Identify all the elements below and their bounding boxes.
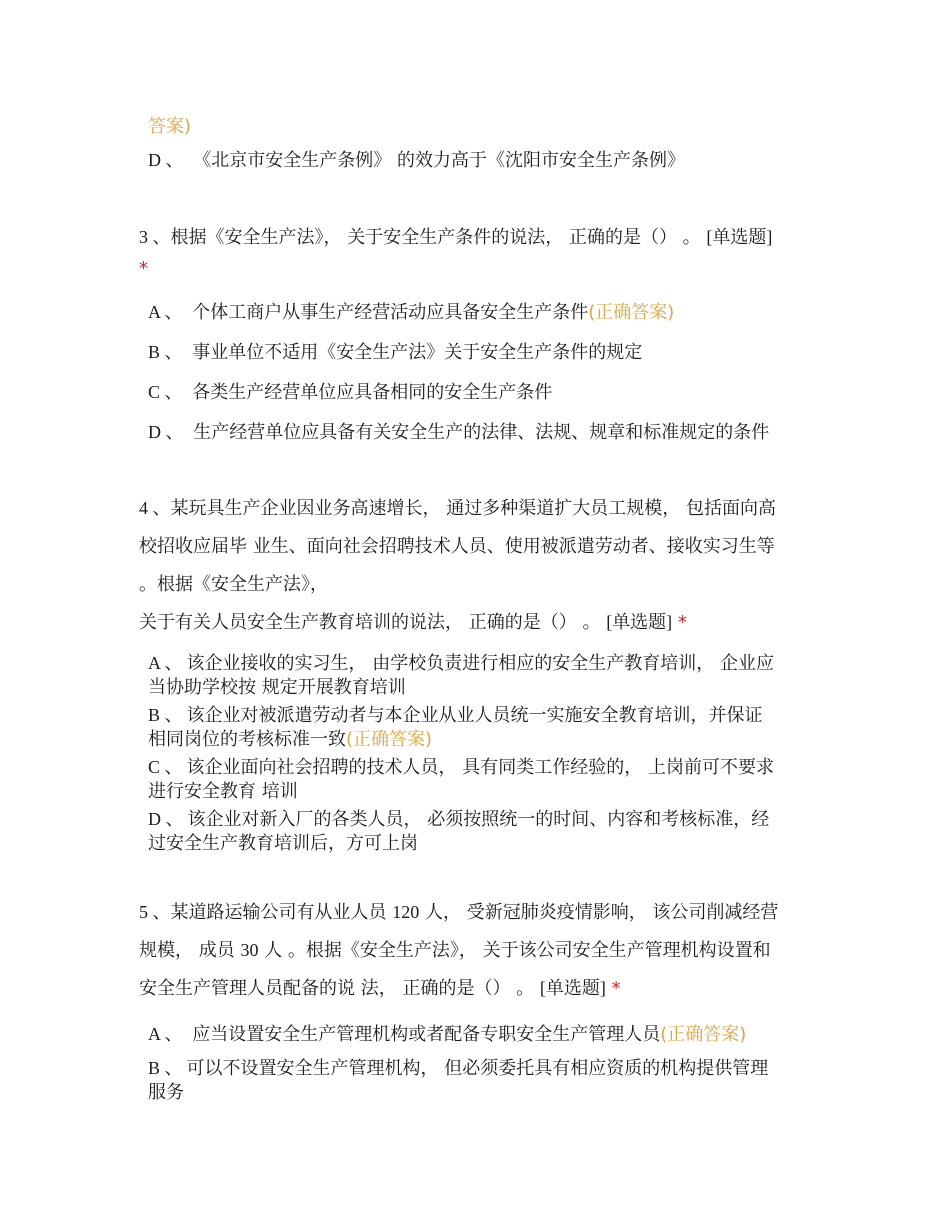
- option-text: 可以不设置安全生产管理机构， 但必须委托具有相应资质的机构提供管理: [186, 1058, 769, 1079]
- option-letter: A 、: [148, 302, 183, 322]
- option-letter: D 、: [148, 422, 184, 442]
- option-text: 该企业接收的实习生， 由学校负责进行相应的安全生产教育培训， 企业应: [186, 653, 774, 674]
- question-type-tag: [单选题]: [706, 227, 773, 247]
- q3-option-d[interactable]: [148, 420, 808, 445]
- q4-option-a[interactable]: [148, 651, 808, 700]
- required-marker: *: [611, 978, 621, 999]
- q3-option-c[interactable]: [148, 380, 808, 405]
- option-text: 生产经营单位应具备有关安全生产的法律、法规、规章和标准规定的条件: [193, 422, 770, 443]
- option-letter: C 、: [148, 382, 183, 402]
- correct-answer-tag: (正确答案): [588, 302, 675, 323]
- question-text: 规模， 成员: [139, 940, 235, 961]
- option-letter: B 、: [148, 705, 183, 725]
- required-marker: *: [677, 612, 687, 633]
- question-text: 某道路运输公司有从业人员: [170, 902, 387, 923]
- q4-option-d[interactable]: [148, 807, 808, 856]
- prev-option-d: [148, 148, 808, 173]
- option-letter: A 、: [148, 653, 183, 673]
- prev-answer-tail: 答案): [148, 116, 192, 137]
- question-number: 5 、: [139, 902, 171, 922]
- question-type-tag: [单选题]: [606, 612, 673, 632]
- correct-answer-tag: (正确答案): [660, 1024, 747, 1045]
- option-line-1: [148, 807, 808, 832]
- correct-answer-tag: (正确答案): [346, 729, 433, 750]
- q4-option-b[interactable]: [148, 703, 808, 752]
- option-text: 事业单位不适用《安全生产法》关于安全生产条件的规定: [192, 342, 643, 363]
- question-4-stem-line-3: 。根据《安全生产法》，: [139, 574, 328, 595]
- question-text: 根据《安全生产法》， 关于安全生产条件的说法， 正确的是（） 。: [170, 227, 701, 248]
- question-text: 关于有关人员安全生产教育培训的说法， 正确的是（） 。: [139, 612, 601, 633]
- option-text: 个体工商户从事生产经营活动应具备安全生产条件: [192, 302, 589, 323]
- option-text: 该企业对新入厂的各类人员， 必须按照统一的时间、内容和考核标准，经: [187, 809, 770, 830]
- member-count: 30: [240, 940, 259, 960]
- question-4-stem-line-1: [139, 496, 819, 521]
- employee-count: 120: [392, 902, 420, 922]
- option-letter: D 、: [148, 809, 184, 829]
- question-text: 人， 受新冠肺炎疫情影响， 该公司削减经营: [424, 902, 779, 923]
- question-3-stem: [139, 225, 819, 250]
- q5-option-a[interactable]: [148, 1022, 808, 1047]
- question-5-stem-line-2: [139, 938, 819, 963]
- question-4-stem-line-4: [139, 610, 819, 635]
- q5-option-b[interactable]: [148, 1056, 808, 1105]
- q4-option-c[interactable]: [148, 755, 808, 804]
- option-line-1: [148, 651, 808, 676]
- option-line-2: 当协助学校按 规定开展教育培训: [148, 677, 406, 698]
- option-line-2: 过安全生产教育培训后，方可上岗: [148, 833, 418, 854]
- q3-option-a[interactable]: [148, 300, 808, 325]
- option-text: 应当设置安全生产管理机构或者配备专职安全生产管理人员: [192, 1024, 661, 1045]
- option-line-1: [148, 755, 808, 780]
- option-letter: B 、: [148, 1058, 183, 1078]
- question-text: 人 。根据《安全生产法》， 关于该公司安全生产管理机构设置和: [264, 940, 771, 961]
- question-5-stem-line-1: [139, 900, 819, 925]
- option-text: 该企业面向社会招聘的技术人员， 具有同类工作经验的， 上岗前可不要求: [186, 757, 774, 778]
- q3-option-b[interactable]: [148, 340, 808, 365]
- option-letter: B 、: [148, 342, 183, 362]
- option-line-2: [148, 728, 808, 752]
- option-text: 各类生产经营单位应具备相同的安全生产条件: [192, 382, 553, 403]
- option-line-1: [148, 1056, 808, 1081]
- question-type-tag: [单选题]: [539, 978, 606, 998]
- option-text: 相同岗位的考核标准一致: [148, 729, 346, 750]
- question-5-stem-line-3: [139, 976, 819, 1001]
- question-text: 某玩具生产企业因业务高速增长， 通过多种渠道扩大员工规模， 包括面向高: [170, 498, 776, 519]
- question-text: 安全生产管理人员配备的说 法， 正确的是（） 。: [139, 978, 535, 999]
- required-marker: *: [139, 258, 148, 279]
- option-text: 该企业对被派遣劳动者与本企业从业人员统一实施安全教育培训，并保证: [186, 705, 763, 726]
- option-line-2: 进行安全教育 培训: [148, 781, 298, 802]
- option-line-2: 服务: [148, 1082, 184, 1103]
- question-4-stem-line-2: 校招收应届毕 业生、面向社会招聘技术人员、使用被派遣劳动者、接收实习生等: [139, 536, 775, 557]
- option-line-1: [148, 703, 808, 728]
- option-text: 《北京市安全生产条例》 的效力高于《沈阳市安全生产条例》: [193, 150, 685, 171]
- question-number: 4 、: [139, 498, 171, 518]
- option-letter: C 、: [148, 757, 183, 777]
- question-number: 3 、: [139, 227, 171, 247]
- option-letter: A 、: [148, 1024, 183, 1044]
- option-letter: D 、: [148, 150, 184, 170]
